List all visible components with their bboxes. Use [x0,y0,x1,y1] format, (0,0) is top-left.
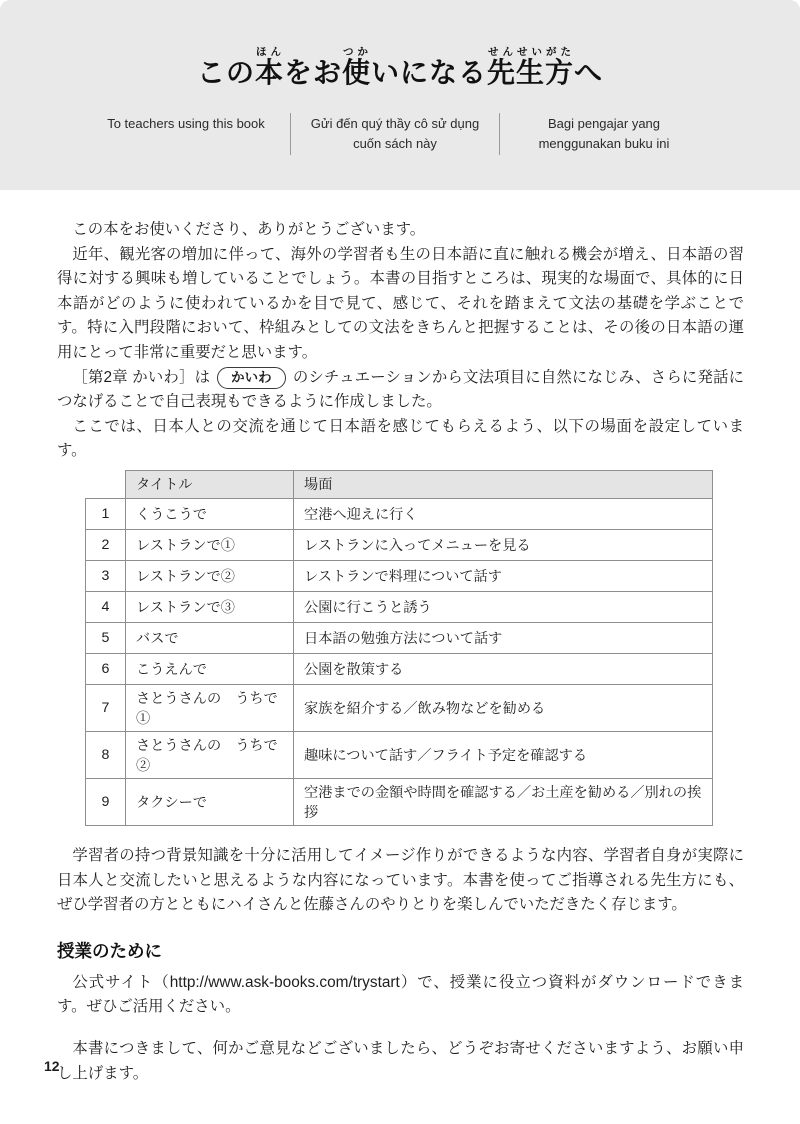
scene-description-cell: 空港へ迎えに行く [294,498,713,529]
scene-description-cell: レストランに入ってメニューを見る [294,529,713,560]
intro-paragraph-goal: 近年、観光客の増加に伴って、海外の学習者も生の日本語に直に触れる機会が増え、日本語の習得に対する興味も増していることでしょう。本書の目指すところは、現実的な場面で、具体的に日本語がどのように使われているかを目で見て、感じて、それを踏まえて文法の基礎を学ぶことです。特に入門段階において、枠組みとしての文法をきちんと把握することは、その後の日本語の運用にとって非常に重要だと思います。 [57,245,744,361]
scene-number-cell: 4 [86,591,126,622]
kaiwa-text-after: のシチュエーションから文法項目に自然になじみ、さらに発話につなげることで自己表現もできるように作成しました。 [57,368,744,411]
scene-description-cell: レストランで料理について話す [294,560,713,591]
scene-number-cell: 1 [86,498,126,529]
column-header-title: タイトル [126,470,294,498]
scene-table-header [86,470,713,498]
table-row [86,529,713,560]
feedback-paragraph: 本書につきまして、何かご意見などございましたら、どうぞお寄せくださいますよう、お願い申し上げます。 [57,1039,744,1082]
scene-description-cell: 空港までの金額や時間を確認する／お土産を勧める／別れの挨拶 [294,778,713,825]
scene-title-cell: レストランで② [126,560,294,591]
title-ruby-segment: 使つか [341,46,371,88]
translation-english: To teachers using this book [107,116,265,132]
table-row [86,653,713,684]
table-row [86,731,713,778]
intro-paragraph-kaiwa [57,366,744,415]
title-ruby-segment: 本ほん [254,46,284,88]
page-header-band [0,0,800,190]
scene-table-body [86,498,713,825]
intro-section [57,218,744,464]
scene-number-cell: 5 [86,622,126,653]
title-text-segment: いになる [371,57,488,88]
scene-description-cell: 趣味について話す／フライト予定を確認する [294,731,713,778]
scene-number-cell: 8 [86,731,126,778]
scene-number-cell: 9 [86,778,126,825]
title-text-segment: をお [283,57,342,88]
kaiwa-badge: かいわ [217,367,286,389]
scene-title-cell: バスで [126,622,294,653]
scene-description-cell: 公園に行こうと誘う [294,591,713,622]
table-row [86,778,713,825]
table-corner-cell [86,470,126,498]
scene-number-cell: 7 [86,684,126,731]
translation-indonesian: Bagi pengajar yang menggunakan buku ini [499,113,708,155]
intro-paragraph-scenes: ここでは、日本人との交流を通じて日本語を感じてもらえるよう、以下の場面を設定しています。 [57,417,744,460]
table-row [86,684,713,731]
title-text-segment: この [196,57,255,88]
scene-number-cell: 3 [86,560,126,591]
scene-title-cell: くうこうで [126,498,294,529]
table-row [86,498,713,529]
scene-title-cell: こうえんで [126,653,294,684]
intro-paragraph-thanks: この本をお使いくださり、ありがとうございます。 [72,221,426,238]
column-header-scene: 場面 [294,470,713,498]
class-info-section [57,971,744,1086]
table-row [86,591,713,622]
scene-description-cell: 日本語の勉強方法について話す [294,622,713,653]
scene-title-cell: さとうさんの うちで① [126,684,294,731]
page-title [0,46,800,89]
scene-table [85,470,713,826]
scene-number-cell: 2 [86,529,126,560]
scene-number-cell: 6 [86,653,126,684]
official-site-paragraph: 公式サイト（http://www.ask-books.com/trystart）で、授業に役立つ資料がダウンロードできます。ぜひご活用ください。 [57,973,744,1016]
kaiwa-text-before: ［第2章 かいわ］は [72,368,211,386]
table-row [86,622,713,653]
closing-paragraph-content: 学習者の持つ背景知識を十分に活用してイメージ作りができるような内容、学習者自身が実際に日本人と交流したいと思えるような内容になっています。本書を使ってご指導される先生方にも、ぜひ学習者の方とともにハイさんと佐藤さんのやりとりを楽しんでいただきたく存じます。 [57,846,744,914]
scene-description-cell: 公園を散策する [294,653,713,684]
title-text-segment: へ [574,57,604,88]
title-ruby-segment: 先生方せんせいがた [487,46,575,88]
table-row [86,560,713,591]
scene-title-cell: タクシーで [126,778,294,825]
scene-description-cell: 家族を紹介する／飲み物などを勧める [294,684,713,731]
page-number: 12 [44,1058,60,1074]
title-translations [82,113,708,155]
closing-section [57,844,744,918]
scene-title-cell: レストランで① [126,529,294,560]
scene-title-cell: レストランで③ [126,591,294,622]
section-heading-for-classes: 授業のために [57,940,162,961]
translation-vietnamese: Gửi đến quý thầy cô sử dụng cuốn sách này [290,113,499,155]
scene-title-cell: さとうさんの うちで② [126,731,294,778]
